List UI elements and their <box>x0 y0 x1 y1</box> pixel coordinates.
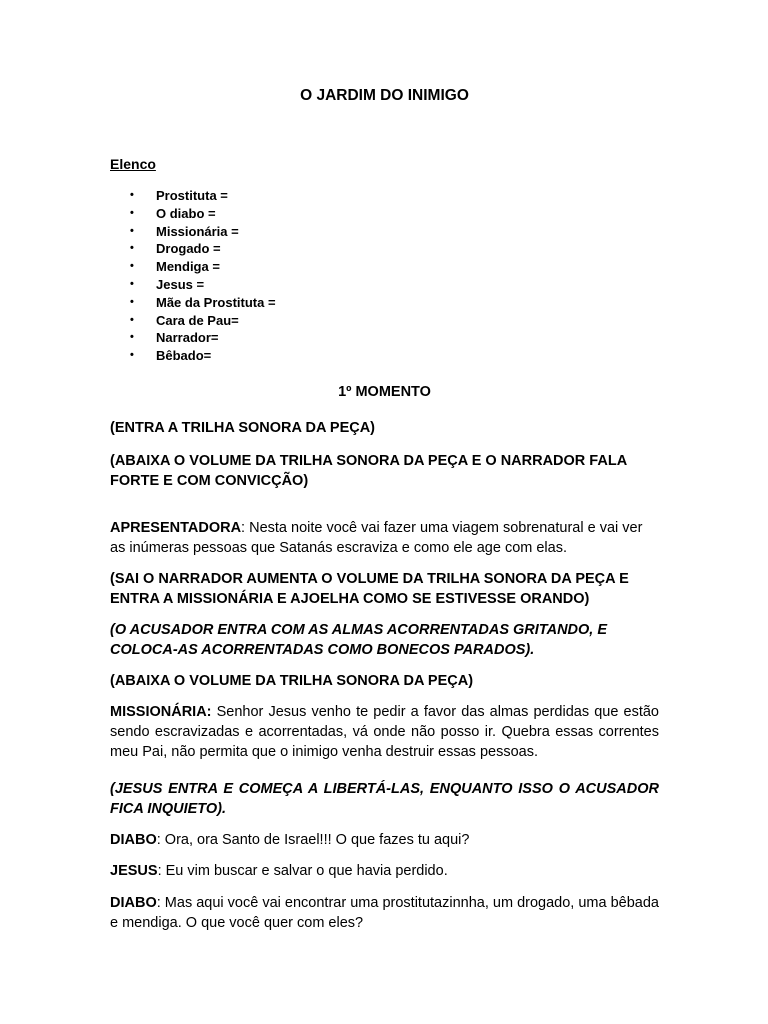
speaker-name: MISSIONÁRIA: <box>110 704 212 720</box>
cast-item <box>110 187 276 205</box>
dialogue-text: : Mas aqui você vai encontrar uma prostitutazinnha, um drogado, uma bêbada e mendiga. O que você quer com eles? <box>110 895 659 931</box>
bullet-icon: • <box>130 331 134 344</box>
cast-item <box>110 258 276 276</box>
dialogue-line <box>110 702 659 762</box>
cast-item <box>110 205 276 223</box>
bullet-icon: • <box>130 189 134 201</box>
speaker-name: JESUS <box>110 863 158 879</box>
cast-item-label: Bêbado= <box>156 348 212 364</box>
cast-item-label: Drogado = <box>156 241 221 257</box>
cast-item-label: Missionária = <box>156 223 239 239</box>
cast-item <box>110 223 276 241</box>
bullet-icon: • <box>130 295 134 308</box>
document-page <box>110 0 659 1024</box>
cast-item <box>110 276 276 294</box>
speaker-name: APRESENTADORA <box>110 520 242 536</box>
document-title: O JARDIM DO INIMIGO <box>300 87 469 104</box>
dialogue-text: : Nesta noite você vai fazer uma viagem sobrenatural e vai ver as inúmeras pessoas que Satanás escraviza e como ele age com elas. <box>110 520 643 556</box>
cast-item <box>110 347 276 365</box>
speaker-name: DIABO <box>110 895 157 911</box>
moment-heading: 1º MOMENTO <box>338 384 431 400</box>
bullet-icon: • <box>130 349 134 362</box>
stage-direction: (ABAIXA O VOLUME DA TRILHA SONORA DA PEÇA E O NARRADOR FALA FORTE E COM CONVICÇÃO) <box>110 453 627 489</box>
stage-direction: (SAI O NARRADOR AUMENTA O VOLUME DA TRILHA SONORA DA PEÇA E ENTRA A MISSIONÁRIA E AJOELHA COMO SE ESTIVESSE ORANDO) <box>110 571 629 607</box>
dialogue-line <box>110 861 659 881</box>
cast-item <box>110 240 276 258</box>
bullet-icon: • <box>130 313 134 326</box>
cast-item-label: Jesus = <box>156 276 205 292</box>
dialogue-line <box>110 518 659 558</box>
bullet-icon: • <box>130 277 134 290</box>
cast-item-label: O diabo = <box>156 205 216 221</box>
stage-direction: (ABAIXA O VOLUME DA TRILHA SONORA DA PEÇA) <box>110 673 474 689</box>
bullet-icon: • <box>130 206 134 219</box>
cast-item-label: Narrador= <box>156 330 219 346</box>
stage-direction: (ENTRA A TRILHA SONORA DA PEÇA) <box>110 420 376 436</box>
cast-item <box>110 294 276 312</box>
speaker-name: DIABO <box>110 832 157 848</box>
cast-item <box>110 312 276 330</box>
stage-direction: (O ACUSADOR ENTRA COM AS ALMAS ACORRENTADAS GRITANDO, E COLOCA-AS ACORRENTADAS COMO BONECOS PARADOS). <box>110 622 608 658</box>
dialogue-line <box>110 893 659 933</box>
bullet-icon: • <box>130 260 134 273</box>
cast-heading: Elenco <box>110 156 156 172</box>
bullet-icon: • <box>130 242 134 255</box>
cast-list <box>110 187 276 365</box>
dialogue-text: : Ora, ora Santo de Israel!!! O que fazes tu aqui? <box>156 832 470 848</box>
cast-item-label: Mãe da Prostituta = <box>156 294 276 310</box>
cast-item-label: Mendiga = <box>156 259 220 275</box>
stage-direction: (JESUS ENTRA E COMEÇA A LIBERTÁ-LAS, ENQUANTO ISSO O ACUSADOR FICA INQUIETO). <box>110 781 659 817</box>
cast-item-label: Cara de Pau= <box>156 312 239 328</box>
bullet-icon: • <box>130 224 134 237</box>
dialogue-text: Senhor Jesus venho te pedir a favor das almas perdidas que estão sendo escravizadas e acorrentadas, vá onde não posso ir. Quebra essas correntes meu Pai, não permita que o inimigo venha destruir essas pessoas. <box>110 704 659 760</box>
dialogue-line <box>110 830 659 850</box>
cast-item <box>110 329 276 347</box>
dialogue-text: : Eu vim buscar e salvar o que havia perdido. <box>157 863 448 879</box>
cast-item-label: Prostituta = <box>156 188 228 203</box>
